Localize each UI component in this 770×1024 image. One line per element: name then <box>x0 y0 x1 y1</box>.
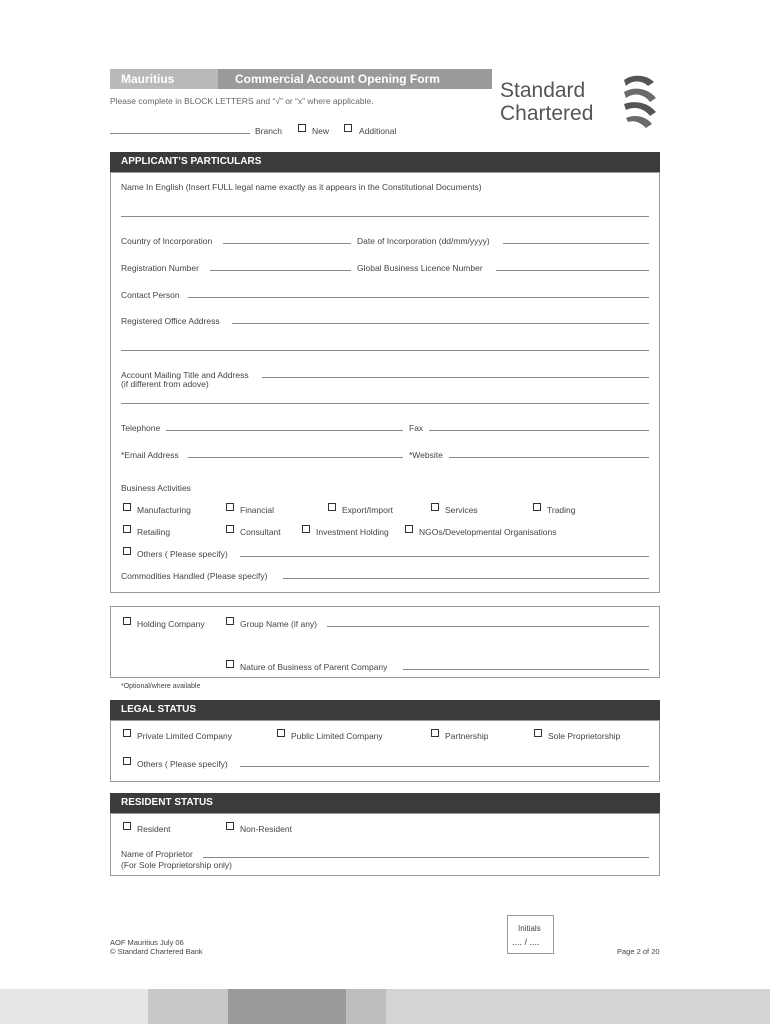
initials-box[interactable] <box>507 915 554 954</box>
footer-strip-1 <box>0 989 148 1024</box>
new-checkbox[interactable] <box>298 124 306 132</box>
form-title-banner <box>218 69 492 89</box>
fax-label: Fax <box>409 423 424 433</box>
others-activity-field[interactable] <box>240 556 649 557</box>
name-field[interactable] <box>121 216 649 217</box>
holding-company-label: Holding Company <box>137 619 205 629</box>
footer-strip-2 <box>148 989 228 1024</box>
consultant-checkbox[interactable] <box>226 525 234 533</box>
others-legal-field[interactable] <box>240 766 649 767</box>
retailing-checkbox[interactable] <box>123 525 131 533</box>
footer-strip-5 <box>386 989 770 1024</box>
fax-field[interactable] <box>429 430 649 431</box>
group-name-label: Group Name (if any) <box>240 619 317 629</box>
email-label: *Email Address <box>121 450 179 460</box>
footer-strip-3 <box>228 989 346 1024</box>
gbl-number-label: Global Business Licence Number <box>357 263 483 273</box>
non-resident-checkbox[interactable] <box>226 822 234 830</box>
instructions-text: Please complete in BLOCK LETTERS and “√” or “x” where applicable. <box>110 96 374 106</box>
activity-label: Manufacturing <box>137 505 191 515</box>
partnership-checkbox[interactable] <box>431 729 439 737</box>
office-address-label: Registered Office Address <box>121 316 220 326</box>
ngo-checkbox[interactable] <box>405 525 413 533</box>
activity-label: Export/Import <box>342 505 394 515</box>
name-label: Name In English (Insert FULL legal name exactly as it appears in the Constitutional Documents) <box>121 182 482 192</box>
legal-option-label: Sole Proprietorship <box>548 731 621 741</box>
logo-text-chartered: Chartered <box>500 102 594 125</box>
others-legal-label: Others ( Please specify) <box>137 759 228 769</box>
website-label: *Website <box>409 450 443 460</box>
holding-company-checkbox[interactable] <box>123 617 131 625</box>
nature-business-checkbox[interactable] <box>226 660 234 668</box>
legal-section-header <box>110 700 660 720</box>
country-inc-label: Country of Incorporation <box>121 236 213 246</box>
email-field[interactable] <box>188 457 403 458</box>
resident-label: Resident <box>137 824 171 834</box>
investment-holding-checkbox[interactable] <box>302 525 310 533</box>
others-activity-checkbox[interactable] <box>123 547 131 555</box>
country-inc-field[interactable] <box>223 243 351 244</box>
others-activity-label: Others ( Please specify) <box>137 549 228 559</box>
additional-checkbox[interactable] <box>344 124 352 132</box>
standard-chartered-logo-icon <box>618 72 662 130</box>
office-address-field-1[interactable] <box>232 323 649 324</box>
mailing-field-2[interactable] <box>121 403 649 404</box>
office-address-field-2[interactable] <box>121 350 649 351</box>
sole-proprietorship-checkbox[interactable] <box>534 729 542 737</box>
activity-label: NGOs/Developmental Organisations <box>419 527 557 537</box>
resident-heading: RESIDENT STATUS <box>121 797 213 808</box>
legal-option-label: Private Limited Company <box>137 731 232 741</box>
resident-section-header <box>110 793 660 813</box>
activity-label: Retailing <box>137 527 171 537</box>
nature-business-field[interactable] <box>403 669 649 670</box>
reg-number-label: Registration Number <box>121 263 199 273</box>
proprietor-label-1: Name of Proprietor <box>121 849 193 859</box>
date-inc-field[interactable] <box>503 243 649 244</box>
legal-heading: LEGAL STATUS <box>121 704 196 715</box>
proprietor-field[interactable] <box>203 857 649 858</box>
contact-label: Contact Person <box>121 290 180 300</box>
date-inc-label: Date of Incorporation (dd/mm/yyyy) <box>357 236 490 246</box>
additional-label: Additional <box>359 126 397 136</box>
activity-label: Investment Holding <box>316 527 389 537</box>
telephone-label: Telephone <box>121 423 161 433</box>
export-import-checkbox[interactable] <box>328 503 336 511</box>
footer-strip-4 <box>346 989 386 1024</box>
branch-label: Branch <box>255 126 282 136</box>
gbl-number-field[interactable] <box>496 270 649 271</box>
activity-label: Trading <box>547 505 576 515</box>
business-activities-label: Business Activities <box>121 483 191 493</box>
activity-label: Services <box>445 505 478 515</box>
new-label: New <box>312 126 330 136</box>
commodities-label: Commodities Handled (Please specify) <box>121 571 268 581</box>
resident-checkbox[interactable] <box>123 822 131 830</box>
mailing-label-2: (if different from adove) <box>121 379 209 389</box>
legal-option-label: Public Limited Company <box>291 731 383 741</box>
nature-business-label: Nature of Business of Parent Company <box>240 662 388 672</box>
form-version: AOF Mauritius July 06 <box>110 938 184 947</box>
non-resident-label: Non-Resident <box>240 824 292 834</box>
group-name-checkbox[interactable] <box>226 617 234 625</box>
group-name-field[interactable] <box>327 626 649 627</box>
mailing-label-1: Account Mailing Title and Address <box>121 370 249 380</box>
telephone-field[interactable] <box>166 430 403 431</box>
country-label: Mauritius <box>121 72 175 86</box>
applicant-section-header <box>110 152 660 172</box>
financial-checkbox[interactable] <box>226 503 234 511</box>
copyright: © Standard Chartered Bank <box>110 947 203 956</box>
services-checkbox[interactable] <box>431 503 439 511</box>
reg-number-field[interactable] <box>210 270 351 271</box>
legal-section-box <box>110 720 660 782</box>
activity-label: Consultant <box>240 527 281 537</box>
legal-option-label: Partnership <box>445 731 489 741</box>
trading-checkbox[interactable] <box>533 503 541 511</box>
proprietor-label-2: (For Sole Proprietorship only) <box>121 860 233 870</box>
public-limited-checkbox[interactable] <box>277 729 285 737</box>
branch-field[interactable] <box>110 133 250 134</box>
website-field[interactable] <box>449 457 649 458</box>
applicant-heading: APPLICANT’S PARTICULARS <box>121 156 262 167</box>
commodities-field[interactable] <box>283 578 649 579</box>
initials-value: .... / .... <box>512 937 540 947</box>
mailing-field-1[interactable] <box>262 377 649 378</box>
manufacturing-checkbox[interactable] <box>123 503 131 511</box>
private-limited-checkbox[interactable] <box>123 729 131 737</box>
initials-label: Initials <box>518 924 541 933</box>
page-number: Page 2 of 20 <box>617 947 660 956</box>
activity-label: Financial <box>240 505 275 515</box>
country-banner <box>110 69 218 89</box>
form-title: Commercial Account Opening Form <box>235 72 440 86</box>
contact-field[interactable] <box>188 297 649 298</box>
logo-text-standard: Standard <box>500 79 586 102</box>
optional-note: *Optional/where available <box>121 683 201 690</box>
others-legal-checkbox[interactable] <box>123 757 131 765</box>
